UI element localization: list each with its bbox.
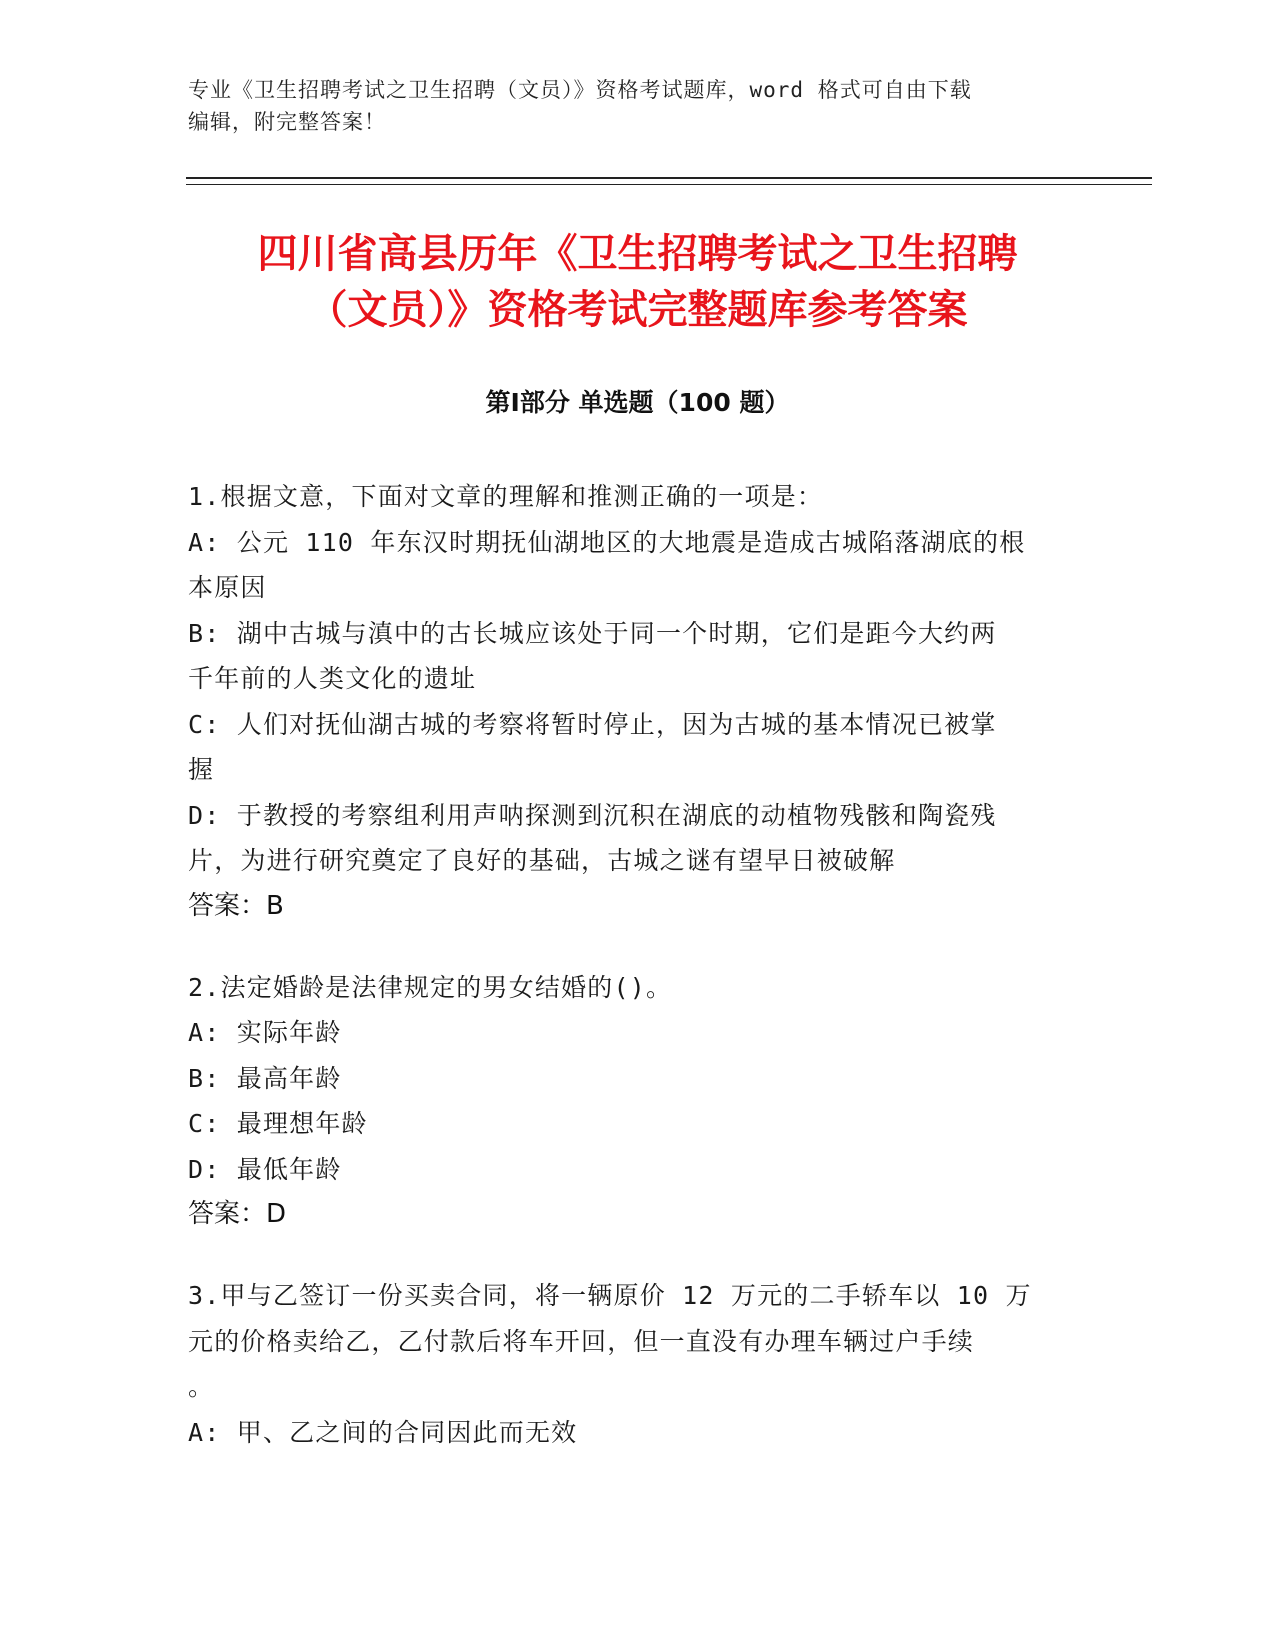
option-c: C: 人们对抚仙湖古城的考察将暂时停止，因为古城的基本情况已被掌 [188,709,997,739]
header-note-line: 编辑，附完整答案！ [188,110,386,134]
question-item [188,1273,1088,1455]
option-d-continued: 片，为进行研究奠定了良好的基础，古城之谜有望早日被破解 [188,846,896,875]
option-a: A: 实际年龄 [188,1018,342,1047]
header-divider-thin [186,184,1152,185]
question-stem: 3.甲与乙签订一份买卖合同，将一辆原价 12 万元的二手轿车以 10 万 [188,1281,1032,1310]
question-stem: 2.法定婚龄是法律规定的男女结婚的()。 [188,972,673,1002]
document-title-line: 四川省高县历年《卫生招聘考试之卫生招聘 [257,231,1018,277]
document-title [150,226,1125,338]
option-a: A: 公元 110 年东汉时期抚仙湖地区的大地震是造成古城陷落湖底的根 [188,527,1026,557]
option-c: C: 最理想年龄 [188,1109,368,1138]
question-item [188,474,1088,929]
question-list [188,474,1088,1491]
option-b-continued: 千年前的人类文化的遗址 [188,664,477,693]
option-b: B: 湖中古城与滇中的古长城应该处于同一个时期，它们是距今大约两 [188,618,997,648]
option-d: D: 最低年龄 [188,1154,342,1184]
answer-label: 答案：B [188,890,284,921]
question-item [188,965,1088,1238]
option-c-continued: 握 [188,755,215,784]
header-note [188,74,1068,138]
option-d: D: 于教授的考察组利用声呐探测到沉积在湖底的动植物残骸和陶瓷残 [188,800,997,830]
question-stem-continued: 。 [188,1372,215,1401]
question-stem: 1.根据文意，下面对文章的理解和推测正确的一项是： [188,482,824,511]
question-stem-continued: 元的价格卖给乙，乙付款后将车开回，但一直没有办理车辆过户手续 [188,1326,975,1356]
section-heading: 第Ⅰ部分 单选题（100 题） [485,388,790,417]
document-title-line: （文员）》资格考试完整题库参考答案 [307,287,968,333]
header-divider [186,177,1152,179]
option-a: A: 甲、乙之间的合同因此而无效 [188,1417,578,1447]
option-b: B: 最高年龄 [188,1063,342,1093]
header-note-line: 专业《卫生招聘考试之卫生招聘（文员）》资格考试题库，word 格式可自由下载 [188,78,972,102]
answer-label: 答案：D [188,1199,287,1229]
option-a-continued: 本原因 [188,573,267,602]
